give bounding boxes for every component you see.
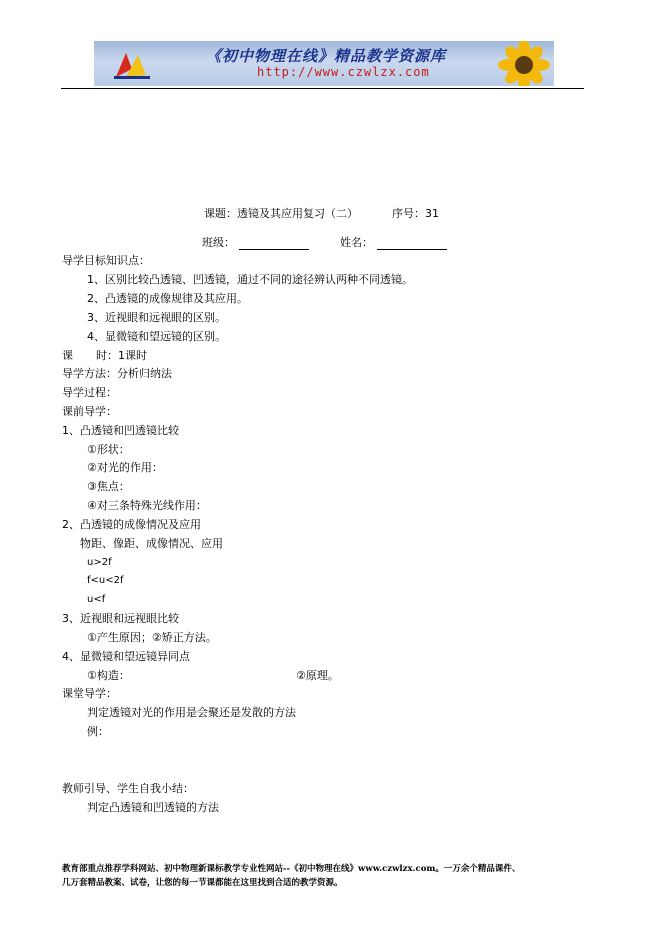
footer-line-1: 教育部重点推荐学科网站、初中物理新课标教学专业性网站--《初中物理在线》www.czwlzx.com。一万余个精品课件、 [62,864,521,874]
summary-line: 判定凸透镜和凹透镜的方法 [87,801,219,814]
section-1-item: ④对三条特殊光线作用： [87,499,207,512]
section-1-item: ①形状： [87,443,130,456]
summary-heading: 教师引导、学生自我小结： [62,782,194,795]
site-banner [94,41,554,86]
hours-label: 课 [62,349,73,362]
lesson-title: 课题：透镜及其应用复习（二） [204,207,358,220]
banner-url[interactable]: http://www.czwlzx.com [257,65,430,79]
goals-heading: 导学目标知识点： [62,254,150,267]
classroom-heading: 课堂导学： [62,687,117,700]
goal-item: 1、区别比较凸透镜、凹透镜，通过不同的途径辨认两种不同透镜。 [87,273,413,286]
goal-item: 2、凸透镜的成像规律及其应用。 [87,292,248,305]
goal-item: 4、显微镜和望远镜的区别。 [87,330,226,343]
class-blank[interactable] [239,237,309,250]
footer-line-2: 几万套精品教案、试卷，让您的每一节课都能在这里找到合适的教学资源。 [62,878,343,888]
section-2-case: u<f [87,594,106,605]
section-3-item: ①产生原因；②矫正方法。 [87,631,217,644]
hours-value: 时：1课时 [96,349,147,362]
goal-item: 3、近视眼和远视眼的区别。 [87,311,226,324]
header-divider [61,88,584,89]
classroom-line: 判定透镜对光的作用是会聚还是发散的方法 [87,706,296,719]
sunflower-icon [496,41,552,86]
method-line: 导学方法：分析归纳法 [62,367,172,380]
section-1-item: ②对光的作用： [87,461,163,474]
name-field[interactable] [340,236,447,250]
section-4-principle: ②原理。 [296,669,339,682]
pre-heading: 课前导学： [62,405,117,418]
name-label: 姓名： [340,236,373,249]
banner-title: 《初中物理在线》精品教学资源库 [206,47,447,65]
section-2-subheading: 物距、像距、成像情况、应用 [80,537,223,550]
name-blank[interactable] [377,237,447,250]
class-label: 班级： [202,236,235,249]
site-logo-icon [112,47,152,81]
section-1-item: ③焦点： [87,480,130,493]
serial-number: 序号：31 [392,207,439,220]
section-2-title: 2、凸透镜的成像情况及应用 [62,518,201,531]
process-heading: 导学过程： [62,386,117,399]
section-4-title: 4、显微镜和望远镜异同点 [62,650,190,663]
section-1-title: 1、凸透镜和凹透镜比较 [62,424,179,437]
class-field[interactable] [202,236,309,250]
example-label: 例： [87,725,109,738]
section-2-case: u>2f [87,557,112,568]
section-3-title: 3、近视眼和远视眼比较 [62,612,179,625]
section-2-case: f<u<2f [87,575,124,586]
section-4-structure: ①构造： [87,669,130,682]
